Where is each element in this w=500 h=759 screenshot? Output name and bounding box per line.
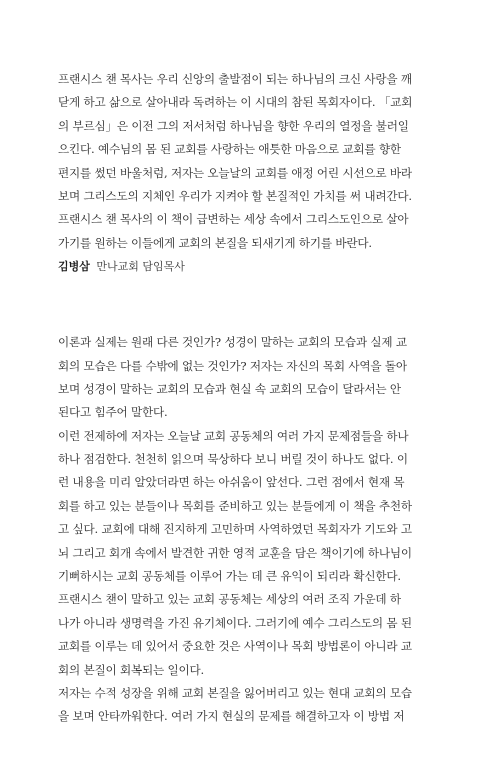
- endorser-signature: [58, 257, 450, 277]
- text-line: 닫게 하고 삶으로 살아내라 독려하는 이 시대의 참된 목회자이다. 「교회: [58, 95, 413, 110]
- text-line: 가기를 원하는 이들에게 교회의 본질을 되새기게 하기를 바란다.: [58, 235, 372, 250]
- text-line: 으킨다. 예수님의 몸 된 교회를 사랑하는 애틋한 마음으로 교회를 향한: [58, 142, 401, 157]
- page-body: [58, 68, 450, 729]
- endorsement-paragraph-1: [58, 68, 450, 255]
- text-line: 저자는 수적 성장을 위해 교회 본질을 잃어버리고 있는 현대 교회의 모습: [58, 685, 412, 700]
- endorsement-paragraph-2: [58, 331, 450, 729]
- text-line: 회의 본질이 회복되는 일이다.: [58, 662, 204, 677]
- text-line: 프랜시스 챈 목사는 우리 신앙의 출발점이 되는 하나님의 크신 사랑을 깨: [58, 72, 412, 86]
- text-line: 런 내용을 미리 알았더라면 하는 아쉬움이 앞선다. 그런 점에서 현재 목: [58, 475, 405, 490]
- text-line: 나가 아니라 생명력을 가진 유기체이다. 그러기에 예수 그리스도의 몸 된: [58, 615, 412, 630]
- text-line: 을 보며 안타까워한다. 여러 가지 현실의 문제를 해결하고자 이 방법 저: [58, 709, 405, 724]
- endorser-role: 만나교회 담임목사: [96, 260, 185, 274]
- text-line: 된다고 힘주어 말한다.: [58, 405, 168, 420]
- text-line: 교회를 이루는 데 있어서 중요한 것은 사역이나 목회 방법론이 아니라 교: [58, 639, 412, 654]
- text-line: 회의 모습은 다를 수밖에 없는 것인가? 저자는 자신의 목회 사역을 돌아: [58, 358, 407, 373]
- text-line: 프랜시스 챈이 말하고 있는 교회 공동체는 세상의 여러 조직 가운데 하: [58, 592, 401, 607]
- text-line: 보며 성경이 말하는 교회의 모습과 현실 속 교회의 모습이 달라서는 안: [58, 381, 401, 396]
- text-line: 이론과 실제는 원래 다른 것인가? 성경이 말하는 교회의 모습과 실제 교: [58, 335, 407, 350]
- text-line: 편지를 썼던 바울처럼, 저자는 오늘날의 교회를 애정 어린 시선으로 바라: [58, 165, 412, 180]
- text-line: 회를 하고 있는 분들이나 목회를 준비하고 있는 분들에게 이 책을 추천하: [58, 498, 412, 513]
- section-gap: [58, 277, 450, 331]
- text-line: 보며 그리스도의 지체인 우리가 지켜야 할 본질적인 가치를 써 내려간다.: [58, 188, 412, 203]
- text-line: 프랜시스 챈 목사의 이 책이 급변하는 세상 속에서 그리스도인으로 살아: [58, 212, 409, 227]
- text-line: 이런 전제하에 저자는 오늘날 교회 공동체의 여러 가지 문제점들을 하나: [58, 428, 409, 443]
- text-line: 하나 점검한다. 천천히 읽으며 묵상하다 보니 버릴 것이 하나도 없다. 이: [58, 452, 408, 467]
- text-line: 고 싶다. 교회에 대해 진지하게 고민하며 사역하였던 목회자가 기도와 고: [58, 522, 412, 537]
- text-line: 기뻐하시는 교회 공동체를 이루어 가는 데 큰 유익이 되리라 확신한다.: [58, 569, 401, 584]
- text-line: 의 부르심」은 이전 그의 저서처럼 하나님을 향한 우리의 열정을 불러일: [58, 118, 409, 133]
- endorser-name: 김병삼: [58, 260, 90, 274]
- text-line: 뇌 그리고 회개 속에서 발견한 귀한 영적 교훈을 담은 책이기에 하나님이: [58, 545, 412, 560]
